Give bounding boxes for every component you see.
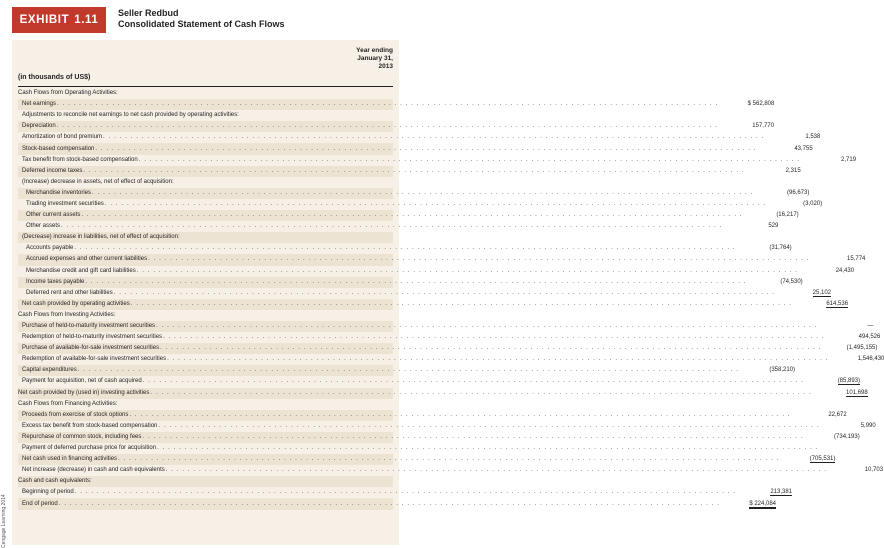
dot-leader: . . . . . . . . . . . . . . . . . . . . . . . . . . . . . . . . . . . . . . . . . . . . . . . . . . . . . . . . . . . . . . . . . . . . . . . . . . . . . . . . . . . . . . . . . . . . . . . . . . . . . . . . . . . . . . . . . . . . . . . .: [92, 189, 754, 196]
row-label: Other current assets: [26, 212, 81, 219]
row-value: [820, 421, 876, 432]
row-value-text: 1,538: [805, 134, 821, 141]
statement-row: [18, 199, 823, 210]
row-value: [764, 132, 820, 143]
row-label: Depreciation: [22, 123, 56, 130]
row-value: [720, 499, 776, 510]
statement-row: [18, 299, 849, 310]
year-header: [333, 47, 393, 71]
row-label: Redemption of held-to-maturity investment securities: [22, 334, 163, 341]
row-value: [798, 266, 854, 277]
row-label: Purchase of held-to-maturity investment securities: [22, 323, 156, 330]
statement-row: [18, 277, 803, 288]
row-value-text: (85,893): [837, 378, 861, 385]
dot-leader: . . . . . . . . . . . . . . . . . . . . . . . . . . . . . . . . . . . . . . . . . . . . . . . . . . . . . . . . . . . . . . . . . . . . . . . . . . . . . . . . . . . . . . . . . . . . . . . . . . . . . . . . . . . . . . . . . . . . . . . .: [142, 378, 805, 385]
statement-row: [18, 99, 775, 110]
row-value: [792, 299, 848, 310]
row-value-text: $ 562,808: [747, 101, 775, 108]
statement-row: [18, 454, 836, 465]
dot-leader: . . . . . . . . . . . . . . . . . . . . . . . . . . . . . . . . . . . . . . . . . . . . . . . . . . . . . . . . . . . . . . . . . . . . . . . . . . . . . . . . . . . . . . . . . . . . . . . . . . . . . . . . . . . . . . . . . . . . . . . .: [160, 345, 822, 352]
statement-row: [18, 376, 861, 387]
row-value: [766, 199, 822, 210]
row-value-text: (74,530): [780, 278, 803, 285]
table-header: [18, 40, 393, 84]
dot-leader: . . . . . . . . . . . . . . . . . . . . . . . . . . . . . . . . . . . . . . . . . . . . . . . . . . . . . . . . . . . . . . . . . . . . . . . . . . . . . . . . . . . . . . . . . . . . . . . . . . . . . . . . . . . . . . . . . . . . . . . .: [118, 456, 780, 463]
statement-row: [18, 121, 774, 132]
row-value-text: 1,546,430: [857, 356, 884, 363]
row-label: Accounts payable: [26, 245, 74, 252]
statement-row: [18, 410, 847, 421]
row-value-text: 43,755: [794, 145, 813, 152]
statement-row: [18, 166, 801, 177]
row-value: [736, 487, 792, 498]
dot-leader: . . . . . . . . . . . . . . . . . . . . . . . . . . . . . . . . . . . . . . . . . . . . . . . . . . . . . . . . . . . . . . . . . . . . . . . . . . . . . . . . . . . . . . . . . . . . . . . . . . . . . . . . . . . . . . . . . . . . . . . .: [61, 223, 723, 230]
row-value: [718, 99, 774, 110]
statement-row: [18, 266, 855, 277]
row-value: [809, 254, 865, 265]
dot-leader: . . . . . . . . . . . . . . . . . . . . . . . . . . . . . . . . . . . . . . . . . . . . . . . . . . . . . . . . . . . . . . . . . . . . . . . . . . . . . . . . . . . . . . . . . . . . . . . . . . . . . . . . . . . . . . . . . . . . . . . .: [167, 356, 829, 363]
row-value-text: 157,770: [752, 123, 774, 130]
row-value: [821, 343, 877, 354]
row-value: [817, 321, 873, 332]
statement-row: [18, 110, 393, 121]
row-label: Net increase (decrease) in cash and cash equivalents: [22, 467, 165, 474]
dot-leader: . . . . . . . . . . . . . . . . . . . . . . . . . . . . . . . . . . . . . . . . . . . . . . . . . . . . . . . . . . . . . . . . . . . . . . . . . . . . . . . . . . . . . . . . . . . . . . . . . . . . . . . . . . . . . . . . . . . . . . . .: [74, 489, 737, 496]
row-label: Deferred income taxes: [22, 167, 83, 174]
row-label: Amortization of bond premium: [22, 134, 103, 141]
row-value: [743, 210, 799, 221]
dot-leader: . . . . . . . . . . . . . . . . . . . . . . . . . . . . . . . . . . . . . . . . . . . . . . . . . . . . . . . . . . . . . . . . . . . . . . . . . . . . . . . . . . . . . . . . . . . . . . . . . . . . . . . . . . . . . . . . . . . . . . . .: [136, 267, 799, 274]
statement-title: Consolidated Statement of Cash Flows: [118, 19, 285, 29]
dot-leader: . . . . . . . . . . . . . . . . . . . . . . . . . . . . . . . . . . . . . . . . . . . . . . . . . . . . . . . . . . . . . . . . . . . . . . . . . . . . . . . . . . . . . . . . . . . . . . . . . . . . . . . . . . . . . . . . . . . . . . . .: [158, 422, 820, 429]
row-label: Excess tax benefit from stock-based compensation: [22, 422, 158, 429]
statement-row: [18, 354, 884, 365]
row-value-text: (3,020): [803, 200, 823, 207]
row-value: [791, 410, 847, 421]
statement-row: [18, 243, 792, 254]
dot-leader: . . . . . . . . . . . . . . . . . . . . . . . . . . . . . . . . . . . . . . . . . . . . . . . . . . . . . . . . . . . . . . . . . . . . . . . . . . . . . . . . . . . . . . . . . . . . . . . . . . . . . . . . . . . . . . . . . . . . . . . .: [148, 256, 810, 263]
row-label: Beginning of period: [22, 489, 74, 496]
dot-leader: . . . . . . . . . . . . . . . . . . . . . . . . . . . . . . . . . . . . . . . . . . . . . . . . . . . . . . . . . . . . . . . . . . . . . . . . . . . . . . . . . . . . . . . . . . . . . . . . . . . . . . . . . . . . . . . . . . . . . . . .: [150, 389, 812, 396]
exhibit-badge: [12, 7, 106, 33]
statement-row: [18, 155, 857, 166]
statement-row: [18, 177, 393, 188]
row-label: (Decrease) increase in liabilities, net of effect of acquisition:: [22, 234, 180, 241]
row-value-text: 22,672: [828, 411, 847, 418]
exhibit-number: 1.11: [74, 14, 99, 26]
company-name: Seller Redbud: [118, 8, 179, 18]
year-header-line: January 31,: [357, 55, 393, 62]
dot-leader: . . . . . . . . . . . . . . . . . . . . . . . . . . . . . . . . . . . . . . . . . . . . . . . . . . . . . . . . . . . . . . . . . . . . . . . . . . . . . . . . . . . . . . . . . . . . . . . . . . . . . . . . . . . . . . . . . . . . . . . .: [165, 467, 828, 474]
row-value-text: $ 224,084: [749, 500, 777, 507]
dot-leader: . . . . . . . . . . . . . . . . . . . . . . . . . . . . . . . . . . . . . . . . . . . . . . . . . . . . . . . . . . . . . . . . . . . . . . . . . . . . . . . . . . . . . . . . . . . . . . . . . . . . . . . . . . . . . . . . . . . . . . . .: [156, 323, 818, 330]
units-label: (in thousands of US$): [18, 74, 91, 81]
statement-row: [18, 188, 810, 199]
row-label: Payment of deferred purchase price for acquisition: [22, 445, 157, 452]
row-value: [757, 144, 813, 155]
dot-leader: . . . . . . . . . . . . . . . . . . . . . . . . . . . . . . . . . . . . . . . . . . . . . . . . . . . . . . . . . . . . . . . . . . . . . . . . . . . . . . . . . . . . . . . . . . . . . . . . . . . . . . . . . . . . . . . . . . . . . . . .: [77, 367, 740, 374]
row-label: Capital expenditures: [22, 367, 77, 374]
row-value-text: 529: [768, 223, 779, 230]
row-value-text: (96,673): [787, 189, 810, 196]
row-value-text: (31,764): [769, 245, 792, 252]
row-value: [745, 166, 801, 177]
row-value: [804, 432, 860, 443]
statement-row: [18, 88, 393, 99]
row-label: Purchase of available-for-sale investment securities: [22, 345, 160, 352]
row-label: Income taxes payable: [26, 278, 85, 285]
statement-row: [18, 487, 793, 498]
dot-leader: . . . . . . . . . . . . . . . . . . . . . . . . . . . . . . . . . . . . . . . . . . . . . . . . . . . . . . . . . . . . . . . . . . . . . . . . . . . . . . . . . . . . . . . . . . . . . . . . . . . . . . . . . . . . . . . . . . . . . . . .: [104, 200, 767, 207]
header-rule: [18, 86, 393, 87]
statement-row: [18, 288, 832, 299]
row-value: [827, 465, 883, 476]
statement-row: [18, 365, 796, 376]
statement-row: [18, 210, 799, 221]
statement-row: [18, 443, 819, 454]
row-label: Merchandise inventories: [26, 189, 92, 196]
row-value: [804, 376, 860, 387]
row-label: Cash and cash equivalents:: [18, 478, 92, 485]
row-value: [779, 454, 835, 465]
dot-leader: . . . . . . . . . . . . . . . . . . . . . . . . . . . . . . . . . . . . . . . . . . . . . . . . . . . . . . . . . . . . . . . . . . . . . . . . . . . . . . . . . . . . . . . . . . . . . . . . . . . . . . . . . . . . . . . . . . . . . . . .: [103, 134, 765, 141]
row-value-text: 25,102: [812, 289, 832, 296]
dot-leader: . . . . . . . . . . . . . . . . . . . . . . . . . . . . . . . . . . . . . . . . . . . . . . . . . . . . . . . . . . . . . . . . . . . . . . . . . . . . . . . . . . . . . . . . . . . . . . . . . . . . . . . . . . . . . . . . . . . . . . . .: [85, 278, 747, 285]
row-value: [722, 221, 778, 232]
row-label: Net cash provided by (used in) investing activities: [18, 389, 150, 396]
statement-row: [18, 421, 876, 432]
row-value-text: (1,495,155): [846, 345, 878, 352]
statement-row: [18, 254, 866, 265]
row-label: Cash Flows from Operating Activities:: [18, 90, 118, 97]
dot-leader: . . . . . . . . . . . . . . . . . . . . . . . . . . . . . . . . . . . . . . . . . . . . . . . . . . . . . . . . . . . . . . . . . . . . . . . . . . . . . . . . . . . . . . . . . . . . . . . . . . . . . . . . . . . . . . . . . . . . . . . .: [130, 300, 793, 307]
row-value: [775, 288, 831, 299]
row-value: [824, 332, 880, 343]
statement-row: [18, 132, 821, 143]
dot-leader: . . . . . . . . . . . . . . . . . . . . . . . . . . . . . . . . . . . . . . . . . . . . . . . . . . . . . . . . . . . . . . . . . . . . . . . . . . . . . . . . . . . . . . . . . . . . . . . . . . . . . . . . . . . . . . . . . . . . . . . .: [138, 156, 801, 163]
row-label: Adjustments to reconcile net earnings to net cash provided by operating activities:: [22, 112, 239, 119]
statement-row: [18, 332, 881, 343]
dot-leader: . . . . . . . . . . . . . . . . . . . . . . . . . . . . . . . . . . . . . . . . . . . . . . . . . . . . . . . . . . . . . . . . . . . . . . . . . . . . . . . . . . . . . . . . . . . . . . . . . . . . . . . . . . . . . . . . . . . . . . . .: [81, 212, 743, 219]
statement-row: [18, 476, 393, 487]
row-value: [812, 388, 868, 399]
row-label: Redemption of available-for-sale investment securities: [22, 356, 167, 363]
statement-row: [18, 221, 779, 232]
statement-row: [18, 343, 878, 354]
row-label: Trading investment securities: [26, 200, 104, 207]
statement-row: [18, 399, 393, 410]
row-label: Cash Flows from Financing Activities:: [18, 400, 118, 407]
row-label: Net cash used in financing activities: [22, 456, 118, 463]
dot-leader: . . . . . . . . . . . . . . . . . . . . . . . . . . . . . . . . . . . . . . . . . . . . . . . . . . . . . . . . . . . . . . . . . . . . . . . . . . . . . . . . . . . . . . . . . . . . . . . . . . . . . . . . . . . . . . . . . . . . . . . .: [83, 167, 745, 174]
row-label: Net cash provided by operating activities: [22, 300, 130, 307]
statement-row: [18, 143, 813, 154]
row-value-text: 213,381: [770, 489, 793, 496]
row-label: Net earnings: [22, 101, 57, 108]
row-value: [753, 188, 809, 199]
year-header-line: Year ending: [356, 47, 393, 54]
dot-leader: . . . . . . . . . . . . . . . . . . . . . . . . . . . . . . . . . . . . . . . . . . . . . . . . . . . . . . . . . . . . . . . . . . . . . . . . . . . . . . . . . . . . . . . . . . . . . . . . . . . . . . . . . . . . . . . . . . . . . . . .: [57, 101, 719, 108]
row-label: Stock-based compensation: [22, 145, 95, 152]
row-label: Cash Flows from Investing Activities:: [18, 311, 116, 318]
row-value-text: 24,430: [835, 267, 855, 274]
row-value-text: (16,217): [776, 212, 799, 219]
row-label: Deferred rent and other liabilities: [26, 289, 113, 296]
row-value-text: 15,774: [847, 256, 866, 263]
statement-row: [18, 321, 874, 332]
row-value: [739, 365, 795, 376]
row-value: [747, 277, 803, 288]
statement-row: [18, 232, 393, 243]
dot-leader: . . . . . . . . . . . . . . . . . . . . . . . . . . . . . . . . . . . . . . . . . . . . . . . . . . . . . . . . . . . . . . . . . . . . . . . . . . . . . . . . . . . . . . . . . . . . . . . . . . . . . . . . . . . . . . . . . . . . . . . .: [95, 145, 757, 152]
row-value: [736, 243, 792, 254]
statement-row: [18, 432, 860, 443]
statement-row: [18, 388, 868, 399]
dot-leader: . . . . . . . . . . . . . . . . . . . . . . . . . . . . . . . . . . . . . . . . . . . . . . . . . . . . . . . . . . . . . . . . . . . . . . . . . . . . . . . . . . . . . . . . . . . . . . . . . . . . . . . . . . . . . . . . . . . . . . . .: [56, 123, 718, 130]
copyright-credit: [1, 438, 9, 548]
row-value-text: 614,536: [826, 300, 849, 307]
row-value: [718, 121, 774, 132]
row-label: (Increase) decrease in assets, net of effect of acquisition:: [22, 178, 174, 185]
row-value-text: (734,193): [834, 433, 860, 440]
row-value-text: (705,531): [809, 456, 836, 463]
row-value-text: (358,210): [769, 367, 796, 374]
credit-text: Cengage Learning 2014: [1, 494, 7, 548]
row-label: Accrued expenses and other current liabilities: [26, 256, 148, 263]
row-value: [828, 354, 884, 365]
row-label: Payment for acquisition, net of cash acquired: [22, 378, 142, 385]
row-label: Merchandise credit and gift card liabilities: [26, 267, 136, 274]
row-label: Repurchase of common stock, including fees: [22, 433, 142, 440]
statement-rows: [18, 88, 884, 510]
row-value-text: 2,719: [841, 156, 857, 163]
dot-leader: . . . . . . . . . . . . . . . . . . . . . . . . . . . . . . . . . . . . . . . . . . . . . . . . . . . . . . . . . . . . . . . . . . . . . . . . . . . . . . . . . . . . . . . . . . . . . . . . . . . . . . . . . . . . . . . . . . . . . . . .: [113, 289, 776, 296]
exhibit-word: EXHIBIT: [19, 14, 70, 26]
dot-leader: . . . . . . . . . . . . . . . . . . . . . . . . . . . . . . . . . . . . . . . . . . . . . . . . . . . . . . . . . . . . . . . . . . . . . . . . . . . . . . . . . . . . . . . . . . . . . . . . . . . . . . . . . . . . . . . . . . . . . . . .: [157, 445, 819, 452]
statement-row: [18, 310, 393, 321]
row-value-text: —: [867, 323, 874, 330]
row-value-text: 10,703: [864, 467, 884, 474]
row-label: Tax benefit from stock-based compensation: [22, 156, 138, 163]
dot-leader: . . . . . . . . . . . . . . . . . . . . . . . . . . . . . . . . . . . . . . . . . . . . . . . . . . . . . . . . . . . . . . . . . . . . . . . . . . . . . . . . . . . . . . . . . . . . . . . . . . . . . . . . . . . . . . . . . . . . . . . .: [163, 334, 825, 341]
statement-titles: [118, 8, 285, 30]
dot-leader: . . . . . . . . . . . . . . . . . . . . . . . . . . . . . . . . . . . . . . . . . . . . . . . . . . . . . . . . . . . . . . . . . . . . . . . . . . . . . . . . . . . . . . . . . . . . . . . . . . . . . . . . . . . . . . . . . . . . . . . .: [129, 411, 791, 418]
statement-panel: [12, 40, 884, 545]
year-header-line: 2013: [378, 63, 393, 70]
row-value: [800, 155, 856, 166]
row-value-text: 5,990: [860, 422, 876, 429]
row-value-text: 2,315: [785, 167, 801, 174]
row-label: Proceeds from exercise of stock options: [22, 411, 129, 418]
row-label: Other assets: [26, 223, 61, 230]
statement-row: [18, 498, 777, 509]
row-label: End of period: [22, 500, 58, 507]
dot-leader: . . . . . . . . . . . . . . . . . . . . . . . . . . . . . . . . . . . . . . . . . . . . . . . . . . . . . . . . . . . . . . . . . . . . . . . . . . . . . . . . . . . . . . . . . . . . . . . . . . . . . . . . . . . . . . . . . . . . . . . .: [142, 433, 804, 440]
row-value-text: 494,526: [858, 334, 881, 341]
dot-leader: . . . . . . . . . . . . . . . . . . . . . . . . . . . . . . . . . . . . . . . . . . . . . . . . . . . . . . . . . . . . . . . . . . . . . . . . . . . . . . . . . . . . . . . . . . . . . . . . . . . . . . . . . . . . . . . . . . . . . . . .: [58, 500, 721, 507]
statement-row: [18, 465, 884, 476]
dot-leader: . . . . . . . . . . . . . . . . . . . . . . . . . . . . . . . . . . . . . . . . . . . . . . . . . . . . . . . . . . . . . . . . . . . . . . . . . . . . . . . . . . . . . . . . . . . . . . . . . . . . . . . . . . . . . . . . . . . . . . . .: [74, 245, 736, 252]
row-value-text: 101,698: [846, 389, 868, 396]
